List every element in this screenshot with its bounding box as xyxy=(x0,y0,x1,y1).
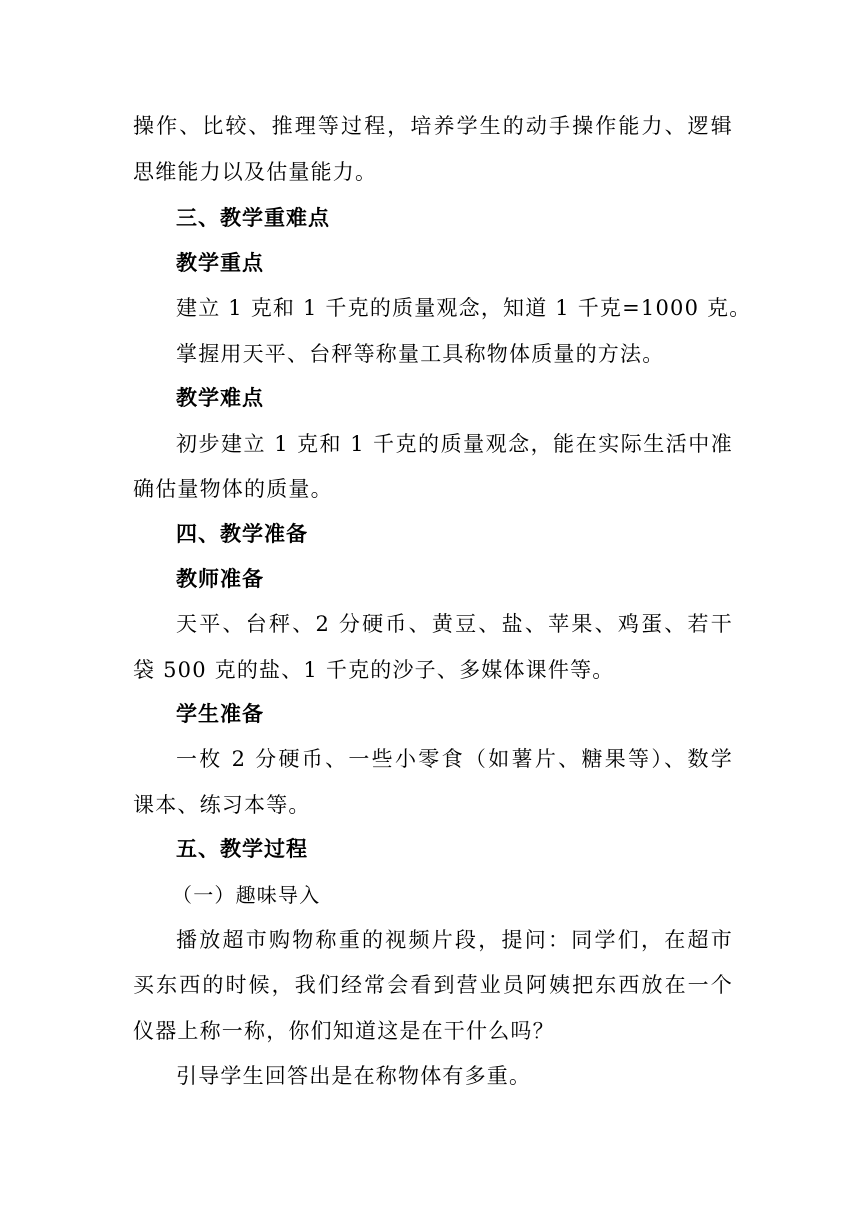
subsection-heading: 教学重点 xyxy=(176,251,264,275)
body-text-line: 播放超市购物称重的视频片段，提问：同学们，在超市 xyxy=(176,928,733,952)
body-text-line: 仪器上称一称，你们知道这是在干什么吗？ xyxy=(133,1019,555,1043)
body-text-line: 引导学生回答出是在称物体有多重。 xyxy=(176,1064,532,1088)
body-text-line: 课本、练习本等。 xyxy=(133,793,311,817)
section-heading: 四、教学准备 xyxy=(176,522,308,546)
body-text-line: 初步建立 1 克和 1 千克的质量观念，能在实际生活中准 xyxy=(176,432,733,456)
body-text-line: 袋 500 克的盐、1 千克的沙子、多媒体课件等。 xyxy=(133,658,615,682)
subsection-heading: 学生准备 xyxy=(176,702,264,726)
body-text-line: 思维能力以及估量能力。 xyxy=(133,160,378,184)
body-text-line: 建立 1 克和 1 千克的质量观念，知道 1 千克=1000 克。 xyxy=(176,296,752,320)
section-heading: 五、教学过程 xyxy=(176,837,308,861)
body-text-line: 掌握用天平、台秤等称量工具称物体质量的方法。 xyxy=(176,342,665,366)
body-text-line: 确估量物体的质量。 xyxy=(133,477,333,501)
section-heading: 三、教学重难点 xyxy=(176,206,330,230)
body-text-line: 操作、比较、推理等过程，培养学生的动手操作能力、逻辑 xyxy=(133,114,733,138)
body-text-line: 买东西的时候，我们经常会看到营业员阿姨把东西放在一个 xyxy=(133,973,733,997)
body-text-line: 天平、台秤、2 分硬币、黄豆、盐、苹果、鸡蛋、若干 xyxy=(176,612,733,636)
subsection-heading: 教学难点 xyxy=(176,386,264,410)
subsection-heading: 教师准备 xyxy=(176,567,264,591)
subsection-heading: （一）趣味导入 xyxy=(172,883,321,907)
body-text-line: 一枚 2 分硬币、一些小零食（如薯片、糖果等）、数学 xyxy=(176,747,733,771)
